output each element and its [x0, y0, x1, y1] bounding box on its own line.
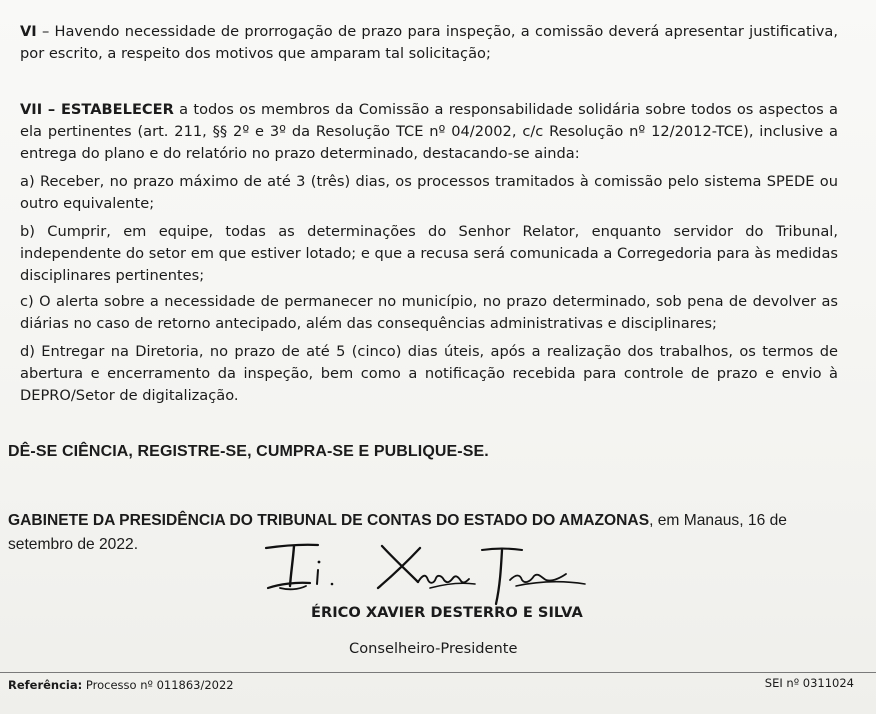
signer-role: Conselheiro-Presidente — [349, 640, 518, 657]
item-d: d) Entregar na Diretoria, no prazo de até 5 (cinco) dias úteis, após a realização dos trabalhos, os termos de abertura e encerramento da inspeção, bem como a notificação recebida para controle de prazo e envio à DEPRO/Setor de digitalização. — [20, 343, 838, 404]
gabinete-org: GABINETE DA PRESIDÊNCIA DO TRIBUNAL DE CONTAS DO ESTADO DO AMAZONAS — [8, 512, 650, 529]
footer-divider — [0, 672, 876, 673]
signer-name: ÉRICO XAVIER DESTERRO E SILVA — [311, 604, 583, 621]
footer-reference — [8, 678, 234, 692]
footer-reference-value: Processo nº 011863/2022 — [82, 678, 234, 692]
closing-statement: DÊ-SE CIÊNCIA, REGISTRE-SE, CUMPRA-SE E PUBLIQUE-SE. — [8, 443, 489, 460]
item-b: b) Cumprir, em equipe, todas as determinações do Senhor Relator, enquanto servidor do Tribunal, independente do setor em que estiver lotado; e que a recusa será comunicada a Corregedoria para às medidas disciplinares pertinentes; — [20, 223, 838, 284]
paragraph-vii — [20, 99, 838, 165]
handwritten-signature — [260, 538, 590, 608]
paragraph-vi-text: – Havendo necessidade de prorrogação de prazo para inspeção, a comissão deverá apresentar justificativa, por escrito, a respeito dos motivos que amparam tal solicitação; — [20, 23, 838, 62]
paragraph-vi — [20, 21, 838, 65]
paragraph-vi-marker: VI — [20, 23, 37, 40]
gabinete-place-date: , em Manaus, 16 de setembro de 2022. — [8, 512, 787, 553]
paragraph-vii-text: a todos os membros da Comissão a responsabilidade solidária sobre todos os aspectos a ela pertinentes (art. 211, §§ 2º e 3º da Resolução TCE nº 04/2002, c/c Resolução nº 12/2012-TCE), inclusive a entrega do plano e do relatório no prazo determinado, destacando-se ainda: — [20, 101, 838, 162]
paragraph-vii-marker: VII – ESTABELECER — [20, 101, 174, 118]
footer-sei-number: SEI nº 0311024 — [764, 676, 854, 690]
item-a: a) Receber, no prazo máximo de até 3 (três) dias, os processos tramitados à comissão pelo sistema SPEDE ou outro equivalente; — [20, 173, 838, 212]
item-c: c) O alerta sobre a necessidade de permanecer no município, no prazo determinado, sob pena de devolver as diárias no caso de retorno antecipado, além das consequências administrativas e disciplinares; — [20, 293, 838, 332]
footer-reference-label: Referência: — [8, 678, 83, 692]
